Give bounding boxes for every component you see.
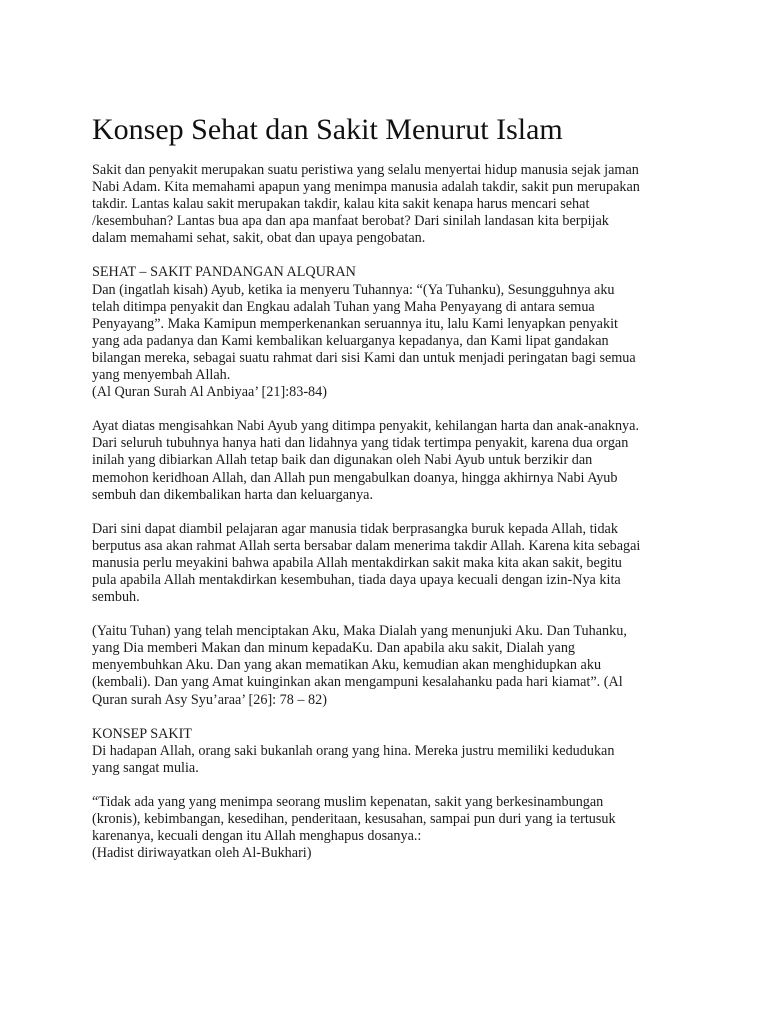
citation-line: Quran surah Asy Syu’araa’ [26]: 78 – 82) — [92, 691, 327, 708]
document-title: Konsep Sehat dan Sakit Menurut Islam — [92, 113, 563, 146]
text-line: dalam memahami sehat, sakit, obat dan upaya pengobatan. — [92, 230, 426, 247]
paragraph-hadith — [92, 794, 684, 862]
text-line: “Tidak ada yang yang menimpa seorang muslim kepenatan, sakit yang berkesinambungan — [92, 793, 604, 810]
text-line: yang ada padanya dan Kami kembalikan keluarganya kepadanya, dan Kami lipat gandakan — [92, 332, 609, 349]
document-page — [92, 112, 684, 879]
text-line: yang sangat mulia. — [92, 759, 199, 776]
text-line: telah ditimpa penyakit dan Engkau adalah Tuhan yang Maha Penyayang di antara semua — [92, 298, 595, 315]
paragraph-sehat-sakit-alquran — [92, 264, 684, 401]
paragraph-konsep-sakit — [92, 726, 684, 777]
text-line: manusia perlu meyakini bahwa apabila Allah mentakdirkan sakit maka kita akan sakit, begitu — [92, 554, 622, 571]
text-line: (kembali). Dan yang Amat kuinginkan akan mengampuni kesalahanku pada hari kiamat”. (Al — [92, 674, 623, 691]
citation-line: (Al Quran Surah Al Anbiyaa’ [21]:83-84) — [92, 384, 327, 401]
text-line: inilah yang dibiarkan Allah tetap baik dan digunakan oleh Nabi Ayub untuk berzikir dan — [92, 452, 593, 469]
text-line: Dan (ingatlah kisah) Ayub, ketika ia menyeru Tuhannya: “(Ya Tuhanku), Sesungguhnya aku — [92, 281, 615, 298]
section-heading: KONSEP SAKIT — [92, 725, 192, 742]
text-line: Dari seluruh tubuhnya hanya hati dan lidahnya yang tidak tertimpa penyakit, karena dua organ — [92, 435, 629, 452]
text-line: berputus asa akan rahmat Allah serta bersabar dalam menerima takdir Allah. Karena kita sebagai — [92, 537, 641, 554]
text-line: Penyayang”. Maka Kamipun memperkenankan seruannya itu, lalu Kami lenyapkan penyakit — [92, 315, 618, 332]
text-line: /kesembuhan? Lantas bua apa dan apa manfaat berobat? Dari sinilah landasan kita berpijak — [92, 213, 609, 230]
paragraph-intro — [92, 162, 684, 247]
text-line: Dari sini dapat diambil pelajaran agar manusia tidak berprasangka buruk kepada Allah, tidak — [92, 520, 618, 537]
text-line: (Yaitu Tuhan) yang telah menciptakan Aku, Maka Dialah yang menunjuki Aku. Dan Tuhanku, — [92, 623, 627, 640]
text-line: takdir. Lantas kalau sakit merupakan takdir, kalau kita sakit kenapa harus mencari sehat — [92, 196, 590, 213]
paragraph-ayub-story — [92, 418, 684, 503]
citation-line: (Hadist diriwayatkan oleh Al-Bukhari) — [92, 845, 312, 862]
text-line: karenanya, kecuali dengan itu Allah menghapus dosanya.: — [92, 828, 422, 845]
text-line: Sakit dan penyakit merupakan suatu peristiwa yang selalu menyertai hidup manusia sejak jaman — [92, 162, 639, 178]
text-line: memohon keridhoan Allah, dan Allah pun mengabulkan doanya, hingga akhirnya Nabi Ayub — [92, 469, 618, 486]
text-line: Nabi Adam. Kita memahami apapun yang menimpa manusia adalah takdir, sakit pun merupakan — [92, 179, 640, 196]
text-line: Di hadapan Allah, orang saki bukanlah orang yang hina. Mereka justru memiliki kedudukan — [92, 742, 615, 759]
paragraph-lesson — [92, 521, 684, 606]
text-line: yang Dia memberi Makan dan minum kepadaKu. Dan apabila aku sakit, Dialah yang — [92, 640, 576, 657]
text-line: sembuh dan dikembalikan harta dan keluarganya. — [92, 486, 374, 503]
text-line: (kronis), kebimbangan, kesedihan, penderitaan, kesusahan, sampai pun duri yang ia tertusuk — [92, 811, 616, 827]
section-heading: SEHAT – SAKIT PANDANGAN ALQURAN — [92, 264, 356, 281]
text-line: yang menyembah Allah. — [92, 367, 231, 384]
text-line: bilangan mereka, sebagai suatu rahmat dari sisi Kami dan untuk menjadi peringatan bagi semua — [92, 349, 636, 366]
text-line: menyembuhkan Aku. Dan yang akan mematikan Aku, kemudian akan menghidupkan aku — [92, 657, 602, 674]
text-line: Ayat diatas mengisahkan Nabi Ayub yang ditimpa penyakit, kehilangan harta dan anak-anaknya. — [92, 418, 639, 435]
text-line: sembuh. — [92, 589, 140, 606]
paragraph-quran-quote — [92, 623, 684, 708]
text-line: pula apabila Allah mentakdirkan kesembuhan, tiada daya upaya kecuali dengan izin-Nya kita — [92, 571, 621, 588]
